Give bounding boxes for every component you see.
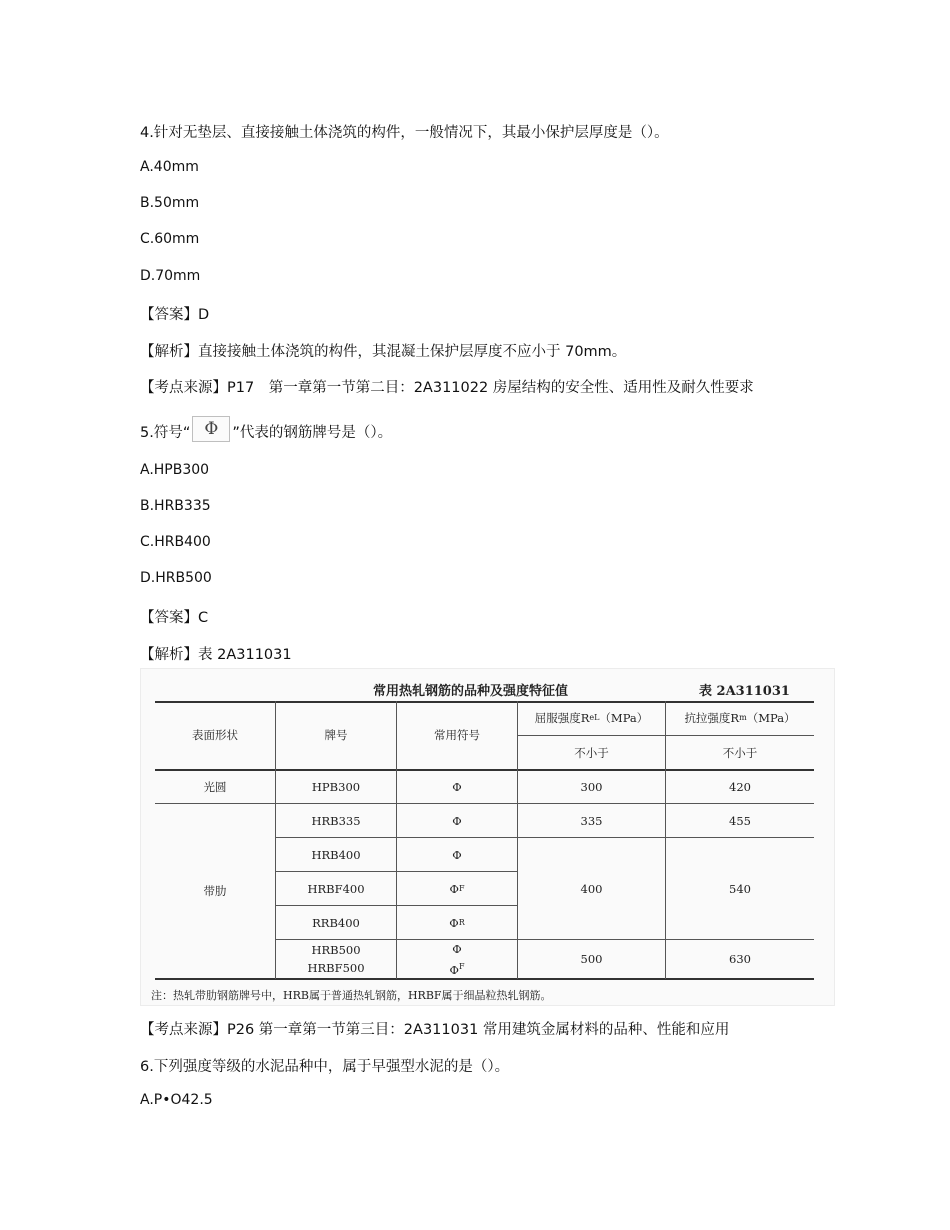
table-title: 常用热轧钢筋的品种及强度特征值 (373, 684, 569, 699)
cell-r3-symbol (397, 872, 517, 905)
cell-400-tensile: 540 (729, 881, 751, 896)
q4-answer: 【答案】D (140, 307, 210, 323)
header-tensile-unit: （MPa） (746, 711, 796, 725)
header-yield-unit: （MPa） (599, 711, 649, 725)
cell-r3-grade: HRBF400 (307, 881, 365, 896)
q4-source: 【考点来源】P17 第一章第一节第二目：2A311022 房屋结构的安全性、适用性及耐久性要求 (140, 380, 754, 396)
header-surface: 表面形状 (192, 728, 238, 742)
header-tensile (666, 701, 814, 735)
q4-stem: 4.针对无垫层、直接接触土体浇筑的构件，一般情况下，其最小保护层厚度是（）。 (140, 125, 669, 141)
cell-r1-grade: HRB335 (311, 813, 361, 828)
r4-symbol-glyph: Φ (449, 915, 459, 930)
table-bottom-rule (155, 978, 814, 980)
cell-500-tensile: 630 (729, 952, 751, 966)
r5-grade-b: HRBF500 (307, 961, 365, 975)
q6-option-a: A.P•O42.5 (140, 1092, 213, 1108)
rebar-symbol-image: Φ (192, 416, 230, 442)
header-yield (518, 701, 665, 735)
q4-option-c: C.60mm (140, 231, 200, 247)
q5-option-a: A.HPB300 (140, 462, 210, 478)
r4-symbol-sup: R (458, 917, 465, 927)
header-yield-not-less: 不小于 (574, 745, 609, 760)
header-tensile-not-less: 不小于 (722, 745, 758, 760)
q5-answer: 【答案】C (140, 610, 209, 626)
r3-symbol-glyph: Φ (449, 881, 459, 896)
header-tensile-label: 抗拉强度R (684, 711, 740, 725)
r5-symbol-sup: F (458, 961, 465, 971)
q4-analysis: 【解析】直接接触土体浇筑的构件，其混凝土保护层厚度不应小于 70mm。 (140, 344, 627, 360)
cell-plain-grade: HPB300 (311, 779, 361, 794)
q4-option-d: D.70mm (140, 268, 201, 284)
cell-plain-yield: 300 (580, 779, 603, 794)
cell-400-yield: 400 (580, 881, 603, 896)
q5-stem (140, 420, 392, 446)
cell-r4-grade: RRB400 (312, 915, 360, 930)
r5-symbol-b-wrap (450, 958, 465, 979)
cell-plain-surface: 光圆 (203, 779, 227, 794)
cell-ribbed-surface: 带肋 (203, 884, 227, 898)
cell-r2-grade: HRB400 (311, 847, 361, 862)
header-grade: 牌号 (324, 728, 348, 742)
header-tensile-sub: m (739, 713, 747, 722)
q5-option-c: C.HRB400 (140, 534, 211, 550)
table-note: 注：热轧带肋钢筋牌号中，HRB属于普通热轧钢筋，HRBF属于细晶粒热轧钢筋。 (151, 989, 552, 1002)
q5-stem-before: 5.符号“ (140, 425, 191, 441)
q4-option-a: A.40mm (140, 159, 199, 175)
table-number: 表 2A311031 (699, 684, 790, 699)
r3-symbol-sup: F (458, 883, 465, 893)
q4-option-b: B.50mm (140, 195, 200, 211)
cell-r5-symbol (397, 940, 517, 978)
r5-symbol-b: Φ (449, 962, 459, 977)
cell-r1-symbol: Φ (452, 813, 462, 828)
header-symbol: 常用符号 (434, 728, 480, 742)
q5-source: 【考点来源】P26 第一章第一节第三目：2A311031 常用建筑金属材料的品种、性能和应用 (140, 1022, 730, 1038)
q6-stem: 6.下列强度等级的水泥品种中，属于早强型水泥的是（）。 (140, 1059, 510, 1075)
cell-500-yield: 500 (580, 952, 603, 966)
q5-option-b: B.HRB335 (140, 498, 211, 514)
cell-plain-tensile: 420 (729, 779, 751, 794)
cell-r1-tensile: 455 (729, 813, 751, 828)
cell-r4-symbol (397, 906, 517, 939)
rebar-strength-table-figure (140, 668, 835, 1006)
cell-r2-symbol: Φ (452, 847, 462, 862)
header-yield-label: 屈服强度R (534, 711, 590, 725)
q5-analysis: 【解析】表 2A311031 (140, 647, 292, 663)
q5-stem-after: ”代表的钢筋牌号是（）。 (232, 425, 393, 441)
q5-option-d: D.HRB500 (140, 570, 212, 586)
cell-plain-symbol: Φ (452, 779, 462, 794)
cell-r5-grade (276, 940, 396, 978)
r5-grade-a: HRB500 (311, 943, 361, 957)
table-grid (155, 701, 814, 979)
cell-r1-yield: 335 (580, 813, 603, 828)
r5-symbol-a: Φ (452, 941, 462, 956)
header-yield-sub: eL (589, 713, 600, 722)
